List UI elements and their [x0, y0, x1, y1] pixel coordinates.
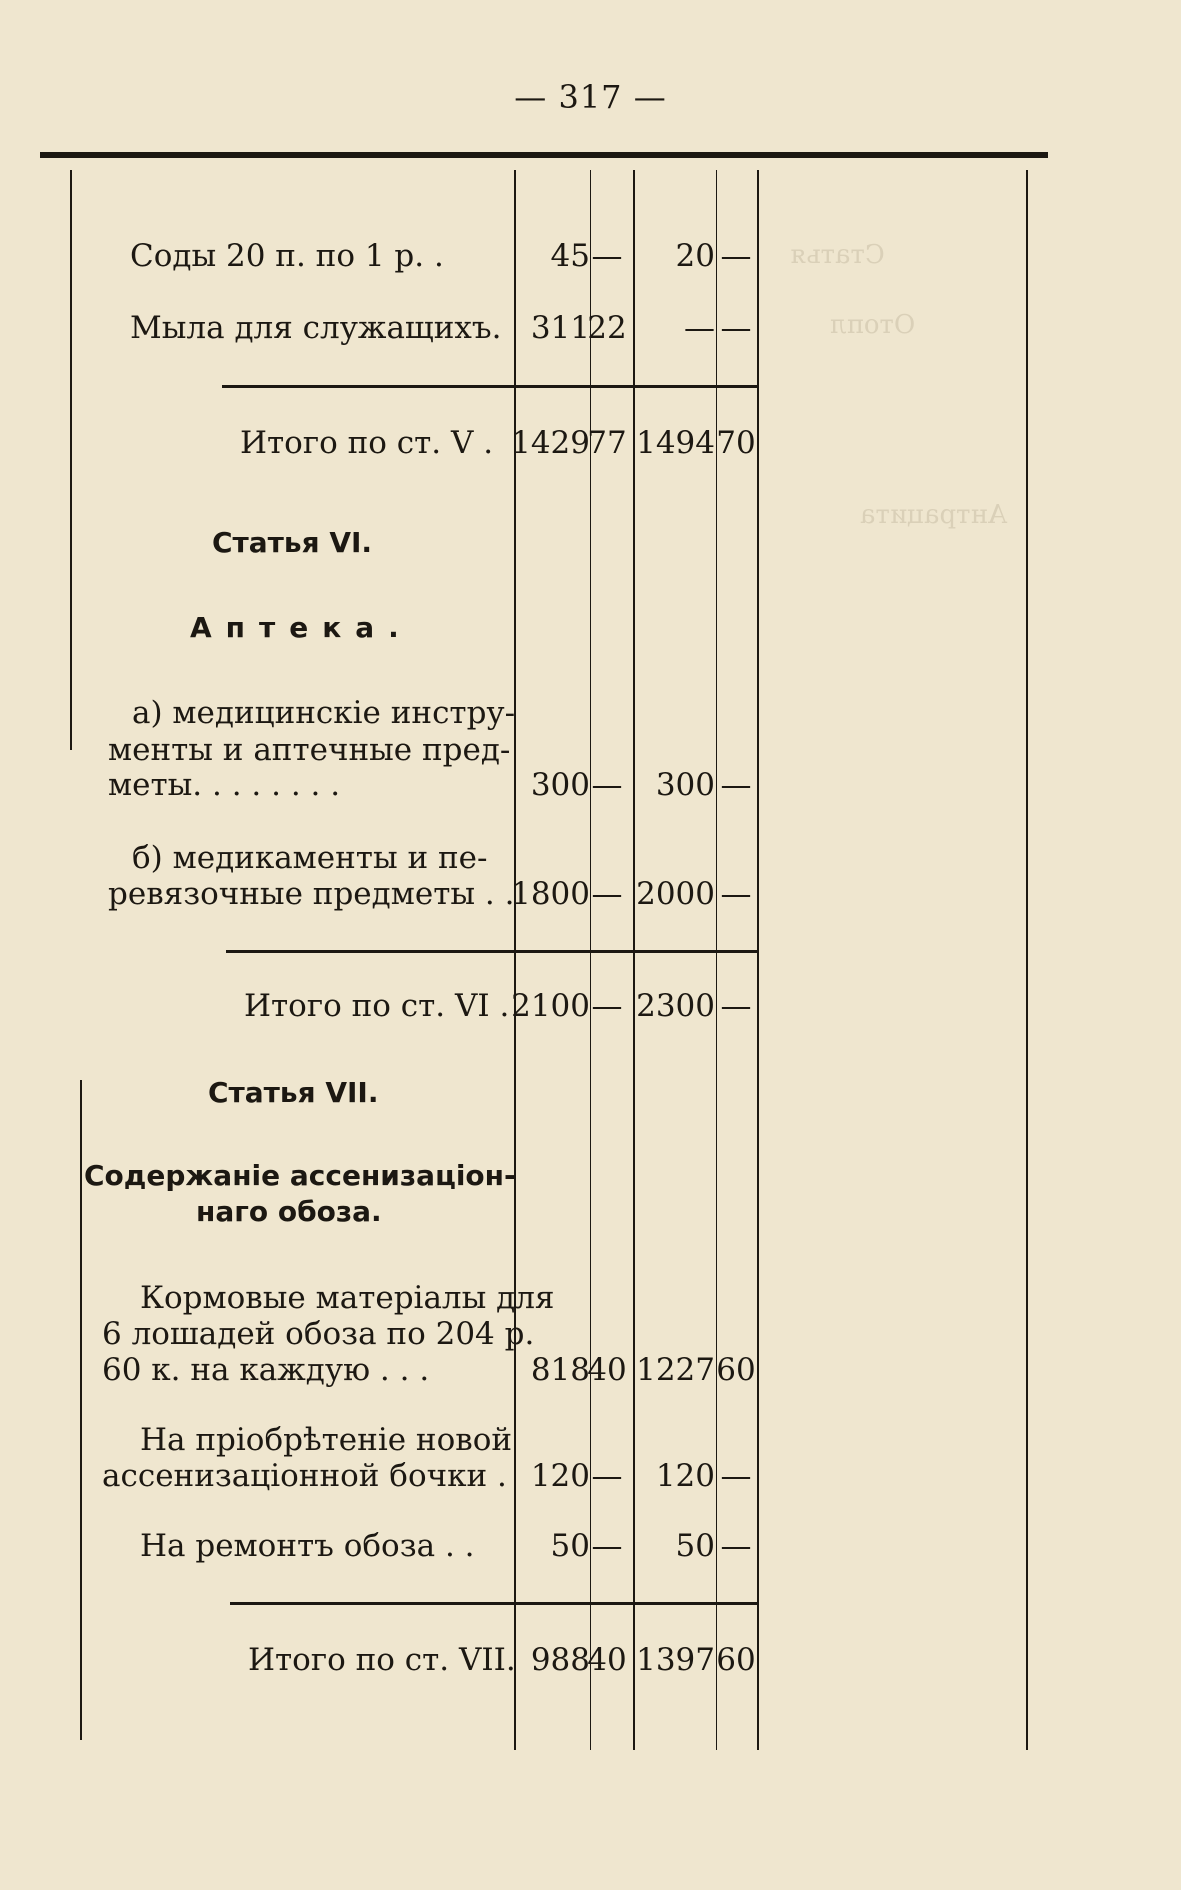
row-label: ревязочные предметы . .: [108, 876, 515, 912]
table-border-left: [70, 170, 72, 750]
kopecks-1: 77: [587, 425, 627, 461]
amount-2: 120: [655, 1458, 715, 1494]
row-label: Кормовые матеріалы для: [140, 1280, 555, 1316]
row-label: На ремонтъ обоза . .: [140, 1528, 475, 1564]
row-label: Итого по ст. V .: [240, 425, 494, 461]
amount-2: 1397: [636, 1642, 715, 1678]
kopecks-2: 60: [716, 1642, 756, 1678]
kopecks-2: —: [720, 1458, 752, 1494]
sum-rule: [226, 950, 757, 953]
column-divider: [716, 170, 717, 1750]
row-label: б) медикаменты и пе-: [132, 840, 488, 876]
amount-2: 20: [675, 238, 715, 274]
amount-2: 2000: [636, 876, 715, 912]
kopecks-1: 22: [587, 310, 627, 346]
kopecks-1: —: [591, 876, 623, 912]
sum-rule: [230, 1602, 757, 1605]
bleed-through-text: Отопл: [830, 310, 916, 340]
kopecks-1: —: [591, 1528, 623, 1564]
row-label: Итого по ст. VI .: [244, 988, 510, 1024]
sum-rule: [222, 385, 757, 388]
column-divider: [514, 170, 516, 1750]
row-label: Итого по ст. VII.: [248, 1642, 516, 1678]
kopecks-2: 70: [716, 425, 756, 461]
row-label: 6 лошадей обоза по 204 р.: [102, 1316, 535, 1352]
table-border-right: [1026, 170, 1028, 1750]
kopecks-1: 40: [587, 1642, 627, 1678]
top-rule: [40, 152, 1048, 158]
page-number: — 317 —: [514, 78, 667, 116]
article-title: Статья VI.: [212, 526, 373, 559]
table-border-left: [80, 1080, 82, 1740]
amount-1: 50: [550, 1528, 590, 1564]
section-title: Содержаніе ассенизаціон-: [84, 1159, 516, 1192]
section-title: наго обоза.: [196, 1195, 382, 1228]
amount-1: 120: [530, 1458, 590, 1494]
amount-2: —: [684, 310, 715, 346]
amount-2: 50: [675, 1528, 715, 1564]
amount-2: 2300: [636, 988, 715, 1024]
amount-1: 988: [530, 1642, 590, 1678]
row-label: 60 к. на каждую . . .: [102, 1352, 430, 1388]
amount-1: 1800: [511, 876, 590, 912]
kopecks-1: 40: [587, 1352, 627, 1388]
kopecks-2: —: [720, 310, 752, 346]
row-label: а) медицинскіе инстру-: [132, 695, 516, 731]
kopecks-2: —: [720, 767, 752, 803]
row-label: меты. . . . . . . .: [108, 767, 341, 803]
amount-1: 1429: [511, 425, 590, 461]
amount-1: 45: [550, 238, 590, 274]
kopecks-1: —: [591, 238, 623, 274]
kopecks-1: —: [591, 767, 623, 803]
kopecks-2: —: [720, 876, 752, 912]
kopecks-2: —: [720, 988, 752, 1024]
amount-2: 1494: [636, 425, 715, 461]
row-label: На пріобрѣтеніе новой: [140, 1422, 513, 1458]
amount-1: 311: [530, 310, 590, 346]
kopecks-1: —: [591, 988, 623, 1024]
row-label: менты и аптечные пред-: [108, 732, 511, 768]
row-label: Соды 20 п. по 1 р. .: [130, 238, 444, 274]
row-label: ассенизаціонной бочки .: [102, 1458, 507, 1494]
kopecks-2: —: [720, 1528, 752, 1564]
kopecks-2: —: [720, 238, 752, 274]
amount-1: 818: [530, 1352, 590, 1388]
column-divider: [757, 170, 759, 1750]
column-divider: [633, 170, 635, 1750]
column-divider: [590, 170, 591, 1750]
kopecks-1: —: [591, 1458, 623, 1494]
article-title: Статья VII.: [208, 1076, 379, 1109]
section-title: Аптека.: [190, 611, 413, 644]
amount-2: 300: [655, 767, 715, 803]
bleed-through-text: Антрацита: [860, 500, 1008, 530]
row-label: Мыла для служащихъ.: [130, 310, 502, 346]
amount-1: 300: [530, 767, 590, 803]
bleed-through-text: Статья: [790, 240, 885, 270]
kopecks-2: 60: [716, 1352, 756, 1388]
amount-1: 2100: [511, 988, 590, 1024]
amount-2: 1227: [636, 1352, 715, 1388]
